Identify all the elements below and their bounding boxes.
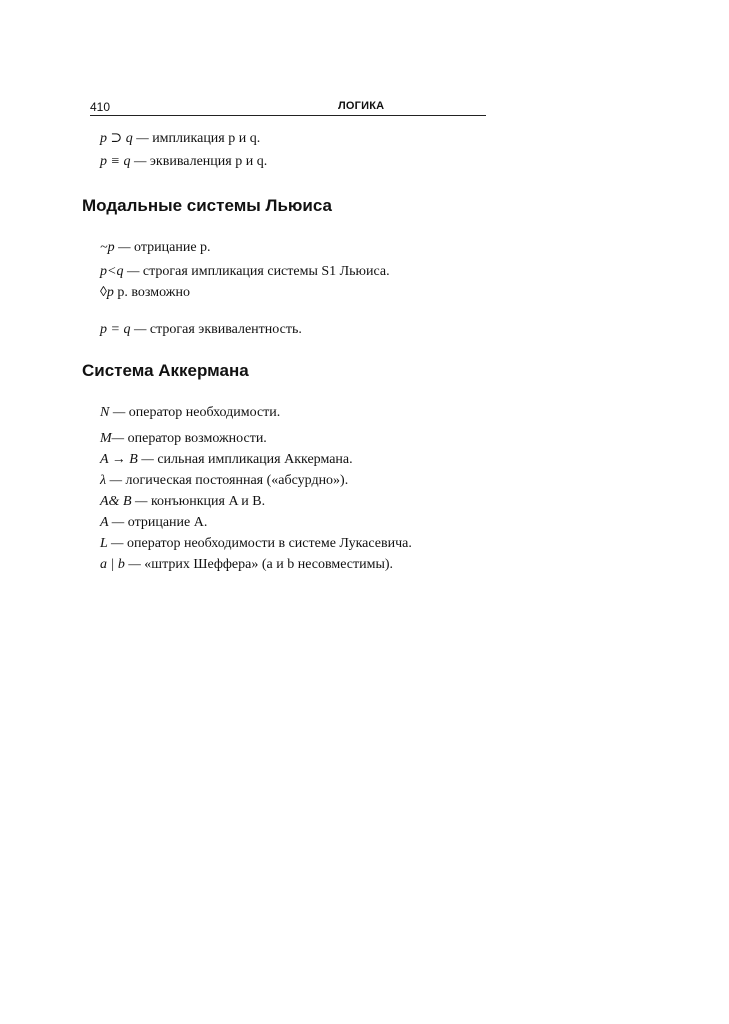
strong-implication-symbol: A → B — bbox=[100, 452, 154, 467]
section-heading-ackermann: Система Аккермана bbox=[82, 361, 249, 380]
ackermann-line-conjunction bbox=[100, 493, 265, 511]
negation-symbol: ~p — bbox=[100, 240, 131, 255]
implication-symbol: p ⊃ q — bbox=[100, 131, 149, 146]
implication-text: импликация p и q. bbox=[148, 131, 261, 146]
ackermann-line-sheffer-stroke bbox=[100, 556, 393, 574]
strong-implication-text: сильная импликация Аккермана. bbox=[153, 452, 353, 467]
intro-line-equivalence bbox=[100, 153, 267, 171]
lukasiewicz-text: оператор необходимости в системе Лукасевича. bbox=[123, 536, 412, 551]
lewis-line-possibility bbox=[100, 284, 190, 302]
intro-line-implication bbox=[100, 130, 260, 148]
conjunction-text: конъюнкция A и B. bbox=[147, 494, 266, 509]
lukasiewicz-symbol: L — bbox=[100, 536, 124, 551]
running-title: ЛОГИКА bbox=[338, 100, 385, 112]
sheffer-stroke-text: «штрих Шеффера» (a и b несовместимы). bbox=[140, 557, 394, 572]
equivalence-text: эквиваленция p и q. bbox=[146, 154, 268, 169]
lambda-symbol: λ — bbox=[100, 473, 123, 488]
ackermann-line-necessity bbox=[100, 404, 280, 422]
negation-a-symbol: A — bbox=[100, 515, 125, 530]
strict-equivalence-symbol: p = q — bbox=[100, 322, 147, 337]
negation-text: отрицание p. bbox=[130, 240, 211, 255]
ackermann-line-negation bbox=[100, 514, 207, 532]
possibility-symbol: ◊p bbox=[100, 285, 114, 300]
strict-implication-symbol: p<q — bbox=[100, 264, 140, 279]
lewis-line-negation bbox=[100, 239, 211, 257]
page-number: 410 bbox=[90, 100, 111, 114]
ackermann-line-lukasiewicz bbox=[100, 535, 412, 553]
conjunction-symbol: A& B — bbox=[100, 494, 148, 509]
ackermann-line-strong-implication bbox=[100, 451, 353, 469]
ackermann-line-possibility bbox=[100, 430, 267, 448]
lewis-line-strict-equivalence bbox=[100, 321, 302, 339]
possibility-operator-symbol: M— bbox=[100, 431, 125, 446]
sheffer-stroke-symbol: a | b — bbox=[100, 557, 141, 572]
necessity-symbol: N — bbox=[100, 405, 126, 420]
negation-a-text: отрицание A. bbox=[124, 515, 208, 530]
possibility-text: p. возможно bbox=[113, 285, 190, 300]
page-header bbox=[90, 97, 486, 116]
section-heading-lewis: Модальные системы Льюиса bbox=[82, 196, 332, 215]
necessity-text: оператор необходимости. bbox=[125, 405, 281, 420]
equivalence-symbol: p ≡ q — bbox=[100, 154, 147, 169]
ackermann-line-absurd-constant bbox=[100, 472, 348, 490]
strict-implication-text: строгая импликация системы S1 Льюиса. bbox=[139, 264, 390, 279]
possibility-operator-text: оператор возможности. bbox=[124, 431, 267, 446]
lewis-line-strict-implication bbox=[100, 263, 390, 281]
absurd-constant-text: логическая постоянная («абсурдно»). bbox=[122, 473, 349, 488]
strict-equivalence-text: строгая эквивалентность. bbox=[146, 322, 302, 337]
